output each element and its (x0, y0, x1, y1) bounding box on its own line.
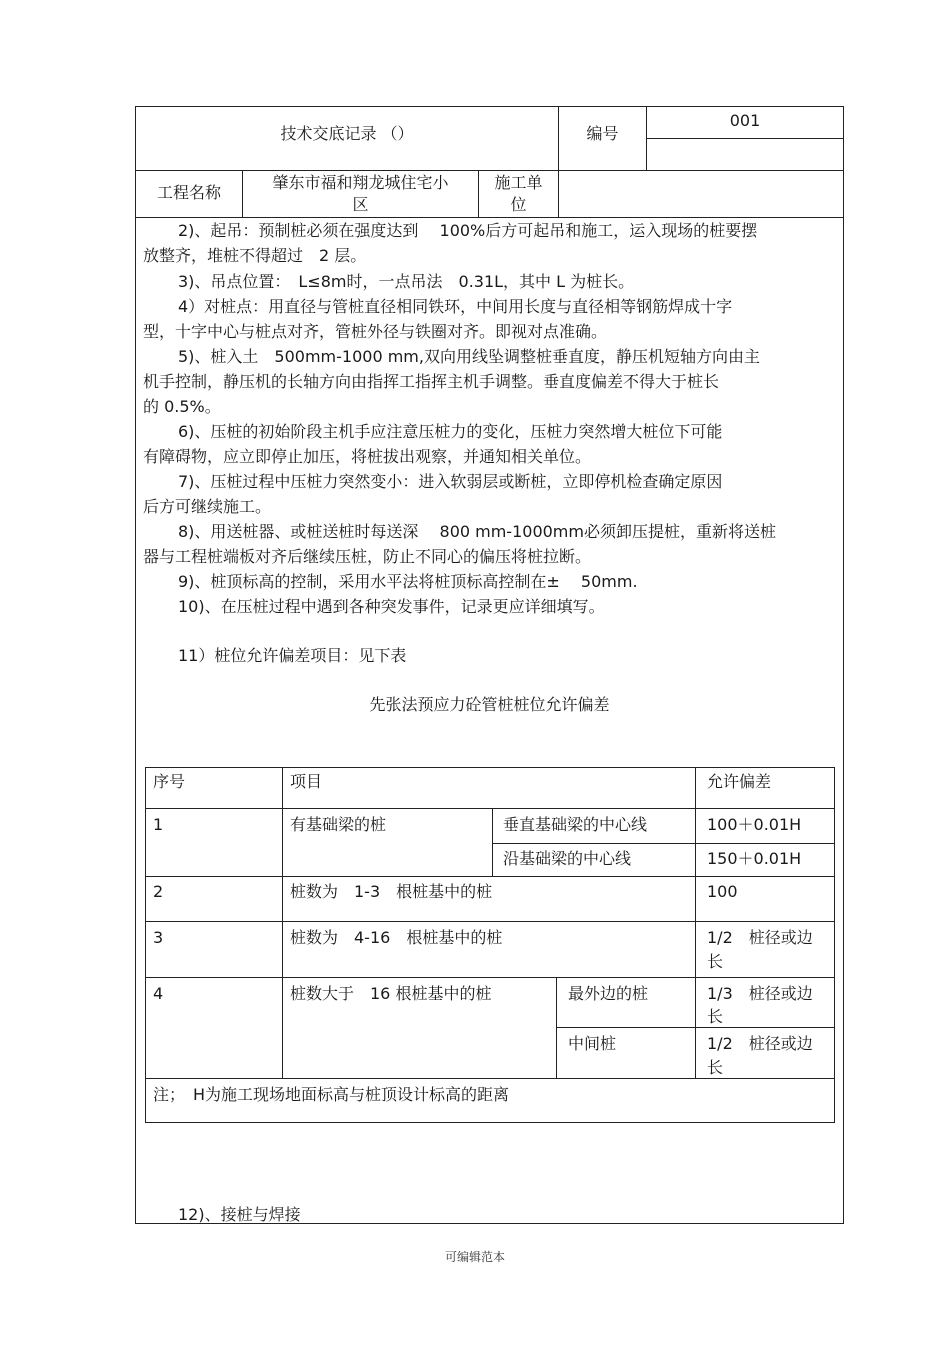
tbl-col4 (695, 767, 696, 1078)
tbl-row2-tolerance: 100 (707, 882, 738, 901)
tbl-h3 (145, 921, 835, 922)
step-11: 11）桩位允许偏差项目：见下表 (178, 646, 407, 665)
tbl-note: 注； H为施工现场地面标高与桩顶设计标高的距离 (153, 1085, 510, 1104)
tbl-row1b-tolerance: 150＋0.01H (707, 849, 802, 868)
tbl-h2 (145, 876, 835, 877)
tbl-row4-item: 桩数大于 16 根桩基中的桩 (290, 984, 492, 1003)
step-5-line2: 机手控制，静压机的长轴方向由指挥工指挥主机手调整。垂直度偏差不得大于桩长 (143, 372, 720, 391)
project-divider-v3 (558, 170, 559, 218)
tbl-row4a-tolerance-line2: 长 (707, 1007, 724, 1026)
tbl-h4-sub (556, 1027, 835, 1028)
tbl-row4b-tolerance-line2: 长 (707, 1058, 724, 1077)
step-6-line1: 6)、压桩的初始阶段主机手应注意压桩力的变化，压桩力突然增大桩位下可能 (178, 422, 723, 441)
tbl-row1a-sub: 垂直基础梁的中心线 (503, 815, 648, 834)
tbl-h1-sub (492, 843, 835, 844)
tbl-row1-item: 有基础梁的桩 (290, 815, 387, 834)
step-2-line2: 放整齐，堆桩不得超过 2 层。 (143, 246, 367, 265)
step-8-line1: 8)、用送桩器、或桩送桩时每送深 800 mm-1000mm必须卸压提桩，重新将送桩 (178, 522, 776, 541)
step-6-line2: 有障碍物，应立即停止加压，将桩拔出观察，并通知相关单位。 (143, 447, 592, 466)
tbl-right (834, 767, 835, 1123)
tbl-col1 (282, 767, 283, 1078)
tbl-h4 (145, 977, 835, 978)
step-7-line1: 7)、压桩过程中压桩力突然变小：进入软弱层或断桩，立即停机检查确定原因 (178, 472, 723, 491)
number-label: 编号 (586, 124, 619, 143)
step-10: 10)、在压桩过程中遇到各种突发事件，记录更应详细填写。 (178, 597, 605, 616)
tbl-row3-item: 桩数为 4-16 根桩基中的桩 (290, 928, 503, 947)
step-9: 9)、桩顶标高的控制，采用水平法将桩顶标高控制在± 50mm. (178, 572, 638, 591)
tbl-header-seq: 序号 (153, 772, 186, 791)
step-4-line2: 型，十字中心与桩点对齐，管桩外径与铁圈对齐。即视对点准确。 (143, 322, 608, 341)
outer-border-top (135, 106, 844, 107)
project-name-label: 工程名称 (156, 183, 221, 202)
tbl-row4b-sub: 中间桩 (568, 1034, 617, 1053)
tbl-col2-row1 (492, 808, 493, 876)
tbl-h5 (145, 1078, 835, 1079)
header-number-split (646, 138, 844, 139)
step-5-line1: 5)、桩入土 500mm-1000 mm,双向用线坠调整桩垂直度，静压机短轴方向由主 (178, 347, 760, 366)
tbl-row3-tolerance-line1: 1/2 桩径或边 (707, 928, 813, 947)
step-2-line1: 2)、起吊：预制桩必须在强度达到 100%后方可起吊和施工，运入现场的桩要摆 (178, 221, 758, 240)
number-value: 001 (729, 111, 761, 130)
tbl-row1a-tolerance: 100＋0.01H (707, 815, 802, 834)
construction-unit-label-line2: 位 (510, 195, 527, 214)
tbl-row1-seq: 1 (153, 815, 164, 834)
tbl-left (145, 767, 146, 1123)
tbl-row4b-tolerance-line1: 1/2 桩径或边 (707, 1034, 813, 1053)
step-7-line2: 后方可继续施工。 (143, 497, 272, 516)
tbl-row4a-sub: 最外边的桩 (568, 984, 649, 1003)
step-4-line1: 4）对桩点：用直径与管桩直径相同铁环，中间用长度与直径相等钢筋焊成十字 (178, 297, 733, 316)
tbl-row4-seq: 4 (153, 984, 164, 1003)
project-name-value-line2: 区 (352, 195, 369, 214)
step-12: 12)、接桩与焊接 (178, 1205, 301, 1224)
outer-border-left (135, 106, 136, 1224)
outer-border-right (843, 106, 844, 1224)
record-title: 技术交底记录 （） (280, 124, 414, 143)
step-8-line2: 器与工程桩端板对齐后继续压桩，防止不同心的偏压将桩拉断。 (143, 547, 592, 566)
tbl-row3-seq: 3 (153, 928, 164, 947)
tbl-bottom (145, 1122, 835, 1123)
step-5-line3: 的 0.5%。 (143, 397, 221, 416)
tbl-row2-seq: 2 (153, 882, 164, 901)
tbl-header-item: 项目 (290, 772, 323, 791)
project-name-value-line1: 肇东市福和翔龙城住宅小 (272, 173, 449, 192)
tbl-h1 (145, 808, 835, 809)
footer-editable-template: 可编辑范本 (444, 1250, 505, 1264)
tolerance-table-title: 先张法预应力砼管桩桩位允许偏差 (369, 695, 610, 714)
tbl-header-tolerance: 允许偏差 (707, 772, 772, 791)
tbl-row2-item: 桩数为 1-3 根桩基中的桩 (290, 882, 493, 901)
step-3: 3)、吊点位置： L≤8m时，一点吊法 0.31L，其中 L 为桩长。 (178, 272, 635, 291)
tbl-top (145, 767, 835, 768)
tbl-row3-tolerance-line2: 长 (707, 952, 724, 971)
tbl-row1b-sub: 沿基础梁的中心线 (503, 849, 632, 868)
construction-unit-label-line1: 施工单 (494, 173, 543, 192)
tbl-row4a-tolerance-line1: 1/3 桩径或边 (707, 984, 813, 1003)
